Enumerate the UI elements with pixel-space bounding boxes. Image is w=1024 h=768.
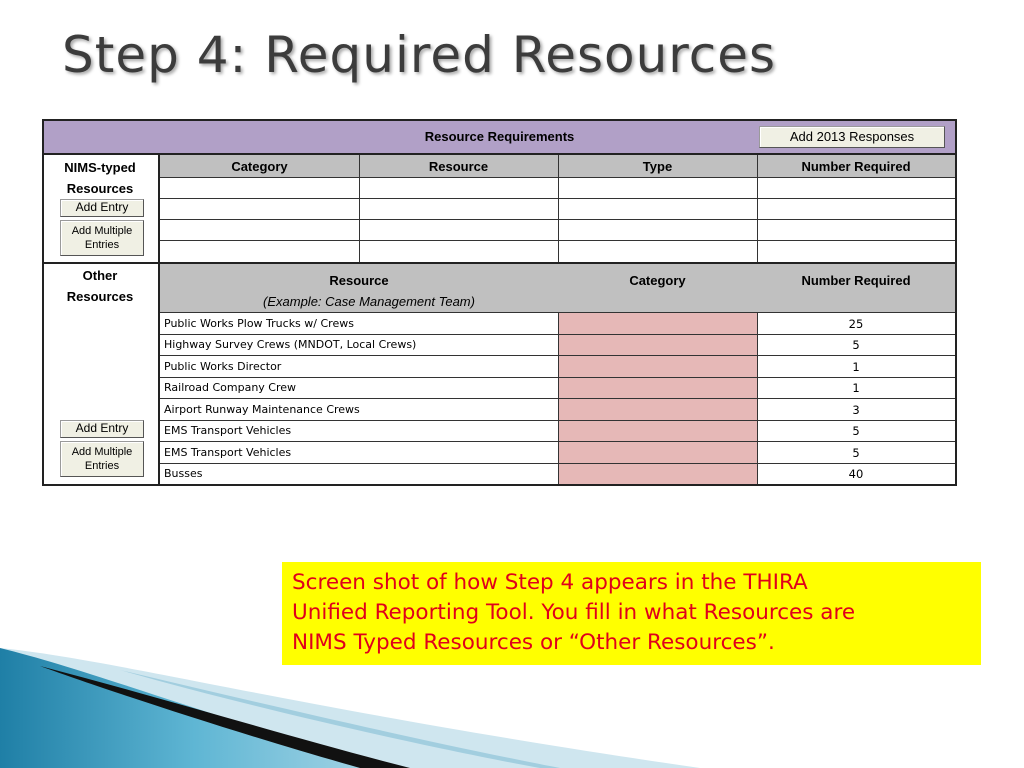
grid-line [558, 155, 559, 263]
nims-col-number-required: Number Required [801, 159, 911, 174]
row-number-required[interactable]: 5 [852, 424, 860, 438]
add-2013-responses-button[interactable]: Add 2013 Responses [759, 126, 945, 148]
category-column-fill [559, 313, 757, 485]
other-add-multiple-entries-button[interactable] [60, 441, 144, 477]
nims-col-category: Category [231, 159, 288, 174]
other-add-entry-button[interactable]: Add Entry [60, 420, 144, 438]
other-section-label-1: Other [82, 268, 118, 283]
row-number-required[interactable]: 5 [852, 446, 860, 460]
callout-line-3: NIMS Typed Resources or “Other Resources”. [292, 630, 775, 655]
nims-cell-empty[interactable] [758, 178, 954, 198]
row-resource[interactable]: Public Works Plow Trucks w/ Crews [164, 317, 354, 330]
resource-requirements-table [42, 119, 957, 486]
nims-section-label-2: Resources [66, 181, 134, 196]
other-col-category: Category [629, 273, 686, 288]
row-number-required[interactable]: 40 [848, 467, 864, 481]
nims-add-multiple-line2: Entries [84, 239, 120, 251]
nims-cell-empty[interactable] [360, 178, 557, 198]
decorative-swoosh [0, 600, 1024, 768]
slide-title: Step 4: Required Resources [62, 26, 777, 84]
nims-add-multiple-entries-button[interactable] [60, 220, 144, 256]
row-resource[interactable]: Airport Runway Maintenance Crews [164, 403, 360, 416]
other-section-label-2: Resources [66, 289, 134, 304]
row-number-required[interactable]: 25 [848, 317, 864, 331]
row-resource[interactable]: EMS Transport Vehicles [164, 424, 292, 437]
nims-section-label-1: NIMS-typed [64, 160, 136, 175]
row-number-required[interactable]: 1 [852, 381, 860, 395]
callout-line-2: Unified Reporting Tool. You fill in what Resources are [292, 600, 856, 625]
other-add-multiple-line2: Entries [84, 460, 120, 472]
row-resource[interactable]: Railroad Company Crew [164, 381, 297, 394]
callout-line-1: Screen shot of how Step 4 appears in the THIRA [292, 570, 808, 595]
row-number-required[interactable]: 3 [852, 403, 860, 417]
table-title: Resource Requirements [424, 129, 575, 144]
grid-line [757, 155, 758, 263]
other-add-multiple-line1: Add Multiple [71, 445, 133, 458]
other-col-resource: Resource [329, 273, 389, 288]
other-col-number-required: Number Required [801, 273, 911, 288]
grid-line [558, 312, 559, 484]
nims-cell-empty[interactable] [161, 178, 358, 198]
row-resource[interactable]: EMS Transport Vehicles [164, 446, 292, 459]
row-resource[interactable]: Busses [164, 467, 203, 480]
nims-add-entry-button[interactable]: Add Entry [60, 199, 144, 217]
nims-col-resource: Resource [428, 159, 489, 174]
row-number-required[interactable]: 5 [852, 338, 860, 352]
row-resource[interactable]: Public Works Director [164, 360, 282, 373]
grid-line [359, 155, 360, 263]
nims-add-multiple-line1: Add Multiple [71, 224, 133, 237]
nims-cell-empty[interactable] [559, 178, 756, 198]
other-col-resource-example: (Example: Case Management Team) [263, 294, 475, 309]
nims-col-type: Type [642, 159, 673, 174]
row-resource[interactable]: Highway Survey Crews (MNDOT, Local Crews) [164, 338, 417, 351]
row-number-required[interactable]: 1 [852, 360, 860, 374]
